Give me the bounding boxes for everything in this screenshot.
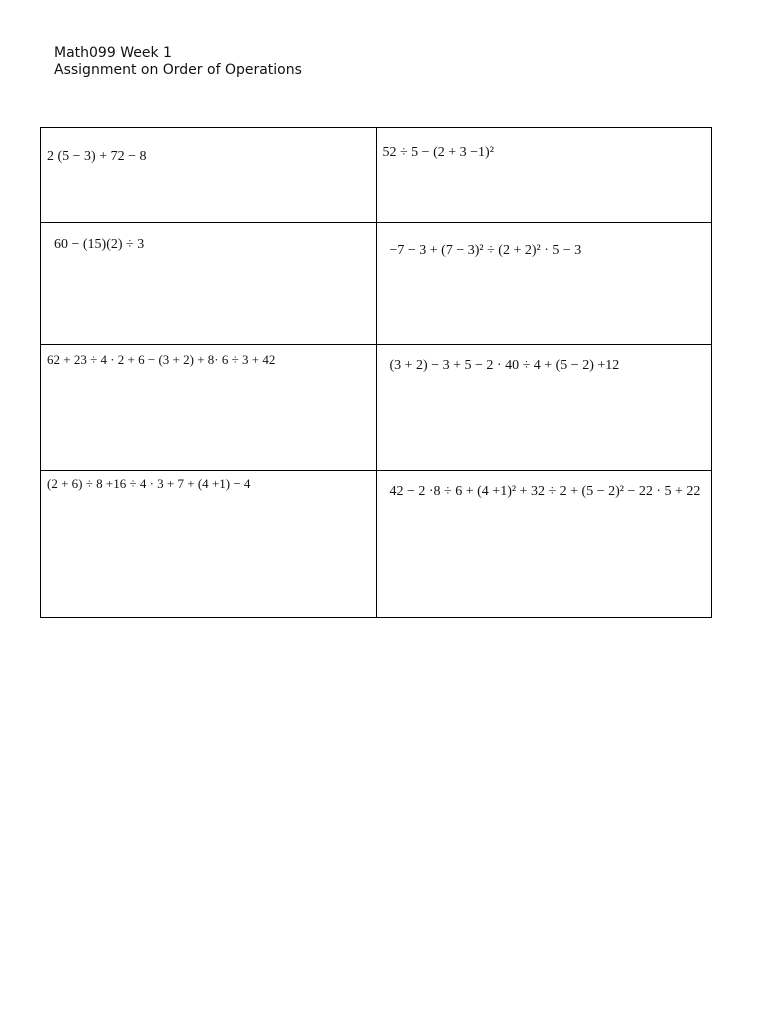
problem-cell bbox=[41, 223, 377, 345]
problem-cell bbox=[376, 345, 712, 471]
problem-expression: (2 + 6) ÷ 8 +16 ÷ 4 · 3 + 7 + (4 +1) − 4 bbox=[47, 476, 251, 491]
problem-expression: 2 (5 − 3) + 72 − 8 bbox=[47, 149, 147, 164]
problem-cell bbox=[41, 471, 377, 618]
problem-expression: 60 − (15)(2) ÷ 3 bbox=[54, 237, 145, 252]
table-row bbox=[41, 471, 712, 618]
problems-table bbox=[40, 127, 712, 618]
table-row bbox=[41, 345, 712, 471]
course-title: Math099 Week 1 bbox=[54, 45, 172, 61]
problem-cell bbox=[376, 471, 712, 618]
assignment-title: Assignment on Order of Operations bbox=[54, 62, 302, 78]
problem-cell bbox=[41, 345, 377, 471]
table-row bbox=[41, 223, 712, 345]
problem-expression: 52 ÷ 5 − (2 + 3 −1)² bbox=[382, 145, 494, 160]
problem-expression: 62 + 23 ÷ 4 · 2 + 6 − (3 + 2) + 8· 6 ÷ 3 + 42 bbox=[47, 352, 276, 367]
problem-expression: 42 − 2 ·8 ÷ 6 + (4 +1)² + 32 ÷ 2 + (5 − 2)² − 22 · 5 + 22 bbox=[389, 484, 701, 499]
document-header bbox=[54, 45, 302, 79]
problem-cell bbox=[376, 128, 712, 223]
problem-cell bbox=[41, 128, 377, 223]
table-row bbox=[41, 128, 712, 223]
problem-expression: −7 − 3 + (7 − 3)² ÷ (2 + 2)² · 5 − 3 bbox=[389, 243, 582, 258]
problem-cell bbox=[376, 223, 712, 345]
problem-expression: (3 + 2) − 3 + 5 − 2 · 40 ÷ 4 + (5 − 2) +12 bbox=[389, 358, 620, 373]
